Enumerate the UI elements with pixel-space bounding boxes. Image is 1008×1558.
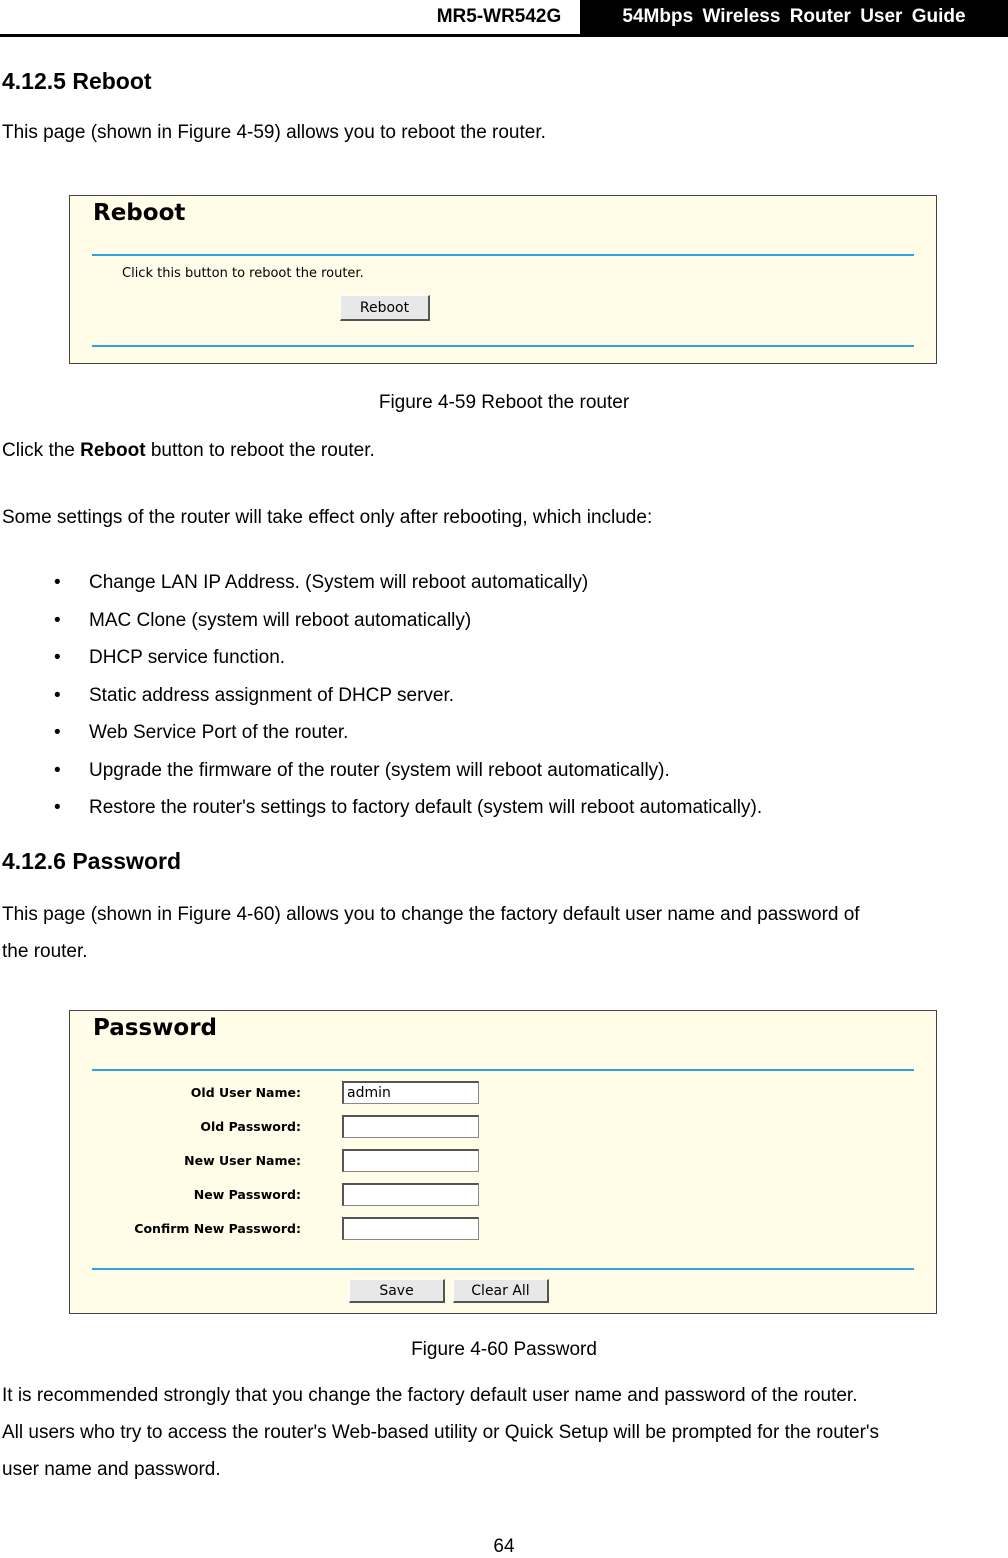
- click-bold: Reboot: [80, 440, 146, 461]
- list-item: [0, 602, 762, 640]
- password-intro-line2: the router.: [2, 941, 88, 962]
- bullet-icon: •: [54, 797, 61, 818]
- click-reboot-text: [2, 432, 375, 469]
- reboot-figure: [69, 195, 937, 364]
- reboot-instruction: Click this button to reboot the router.: [122, 266, 364, 281]
- list-item-text: Upgrade the firmware of the router (system will reboot automatically).: [89, 759, 670, 781]
- list-item: [0, 714, 762, 752]
- bullet-icon: •: [54, 609, 61, 631]
- bullet-icon: •: [54, 684, 61, 706]
- new-user-name-input[interactable]: [342, 1149, 479, 1172]
- bullet-icon: •: [54, 759, 61, 781]
- reboot-heading: 4.12.5 Reboot: [2, 68, 152, 94]
- old-password-label: Old Password:: [200, 1119, 301, 1134]
- click-pre: Click the: [2, 440, 81, 461]
- password-figure-title: Password: [93, 1015, 217, 1041]
- header-model: MR5-WR542G: [436, 6, 562, 27]
- old-user-name-input[interactable]: [342, 1081, 479, 1104]
- settings-list: [0, 564, 762, 827]
- closing-line1: It is recommended strongly that you change the factory default user name and password of the router.: [2, 1385, 858, 1406]
- list-item: [0, 752, 762, 790]
- closing-line3: user name and password.: [2, 1459, 221, 1480]
- password-figure: [69, 1010, 937, 1314]
- clear-all-button[interactable]: Clear All: [453, 1279, 549, 1303]
- confirm-new-password-input[interactable]: [342, 1217, 479, 1240]
- list-item-text: Static address assignment of DHCP server.: [89, 684, 455, 706]
- reboot-button[interactable]: Reboot: [340, 295, 430, 321]
- old-password-input[interactable]: [342, 1115, 479, 1138]
- divider: [92, 1069, 914, 1071]
- list-item-text: MAC Clone (system will reboot automatically): [89, 609, 472, 631]
- list-item-text: DHCP service function.: [89, 647, 286, 668]
- password-heading: 4.12.6 Password: [2, 848, 181, 874]
- new-password-label: New Password:: [193, 1187, 301, 1202]
- save-button[interactable]: Save: [349, 1279, 445, 1303]
- new-password-input[interactable]: [342, 1183, 479, 1206]
- list-item-text: Change LAN IP Address. (System will reboot automatically): [89, 572, 589, 593]
- list-item-text: Restore the router's settings to factory default (system will reboot automatically).: [89, 797, 763, 818]
- settings-intro: Some settings of the router will take effect only after rebooting, which include:: [2, 507, 653, 528]
- list-item: [0, 677, 762, 715]
- list-item: [0, 789, 762, 827]
- click-post: button to reboot the router.: [145, 440, 375, 461]
- divider: [92, 345, 914, 347]
- bullet-icon: •: [54, 722, 61, 743]
- figure-caption-4-60: Figure 4-60 Password: [411, 1339, 597, 1360]
- page-number: 64: [493, 1536, 515, 1557]
- bullet-icon: •: [54, 572, 61, 593]
- divider: [92, 1268, 914, 1270]
- divider: [92, 254, 914, 256]
- list-item: [0, 564, 762, 602]
- figure-caption-4-59: Figure 4-59 Reboot the router: [378, 392, 630, 413]
- password-intro-line1: This page (shown in Figure 4-60) allows you to change the factory default user name and password of: [2, 904, 860, 925]
- reboot-figure-title: Reboot: [93, 200, 186, 226]
- bullet-icon: •: [54, 647, 61, 668]
- closing-line2: All users who try to access the router's Web-based utility or Quick Setup will be prompted for the router's: [2, 1422, 880, 1443]
- list-item-text: Web Service Port of the router.: [89, 722, 349, 743]
- reboot-intro: This page (shown in Figure 4-59) allows you to reboot the router.: [2, 122, 546, 143]
- list-item: [0, 639, 762, 677]
- header-guide-title: 54Mbps Wireless Router User Guide: [580, 0, 1008, 34]
- header-rule: [0, 34, 1008, 37]
- confirm-new-password-label: Confirm New Password:: [134, 1221, 301, 1236]
- old-user-name-label: Old User Name:: [190, 1085, 301, 1100]
- new-user-name-label: New User Name:: [184, 1153, 301, 1168]
